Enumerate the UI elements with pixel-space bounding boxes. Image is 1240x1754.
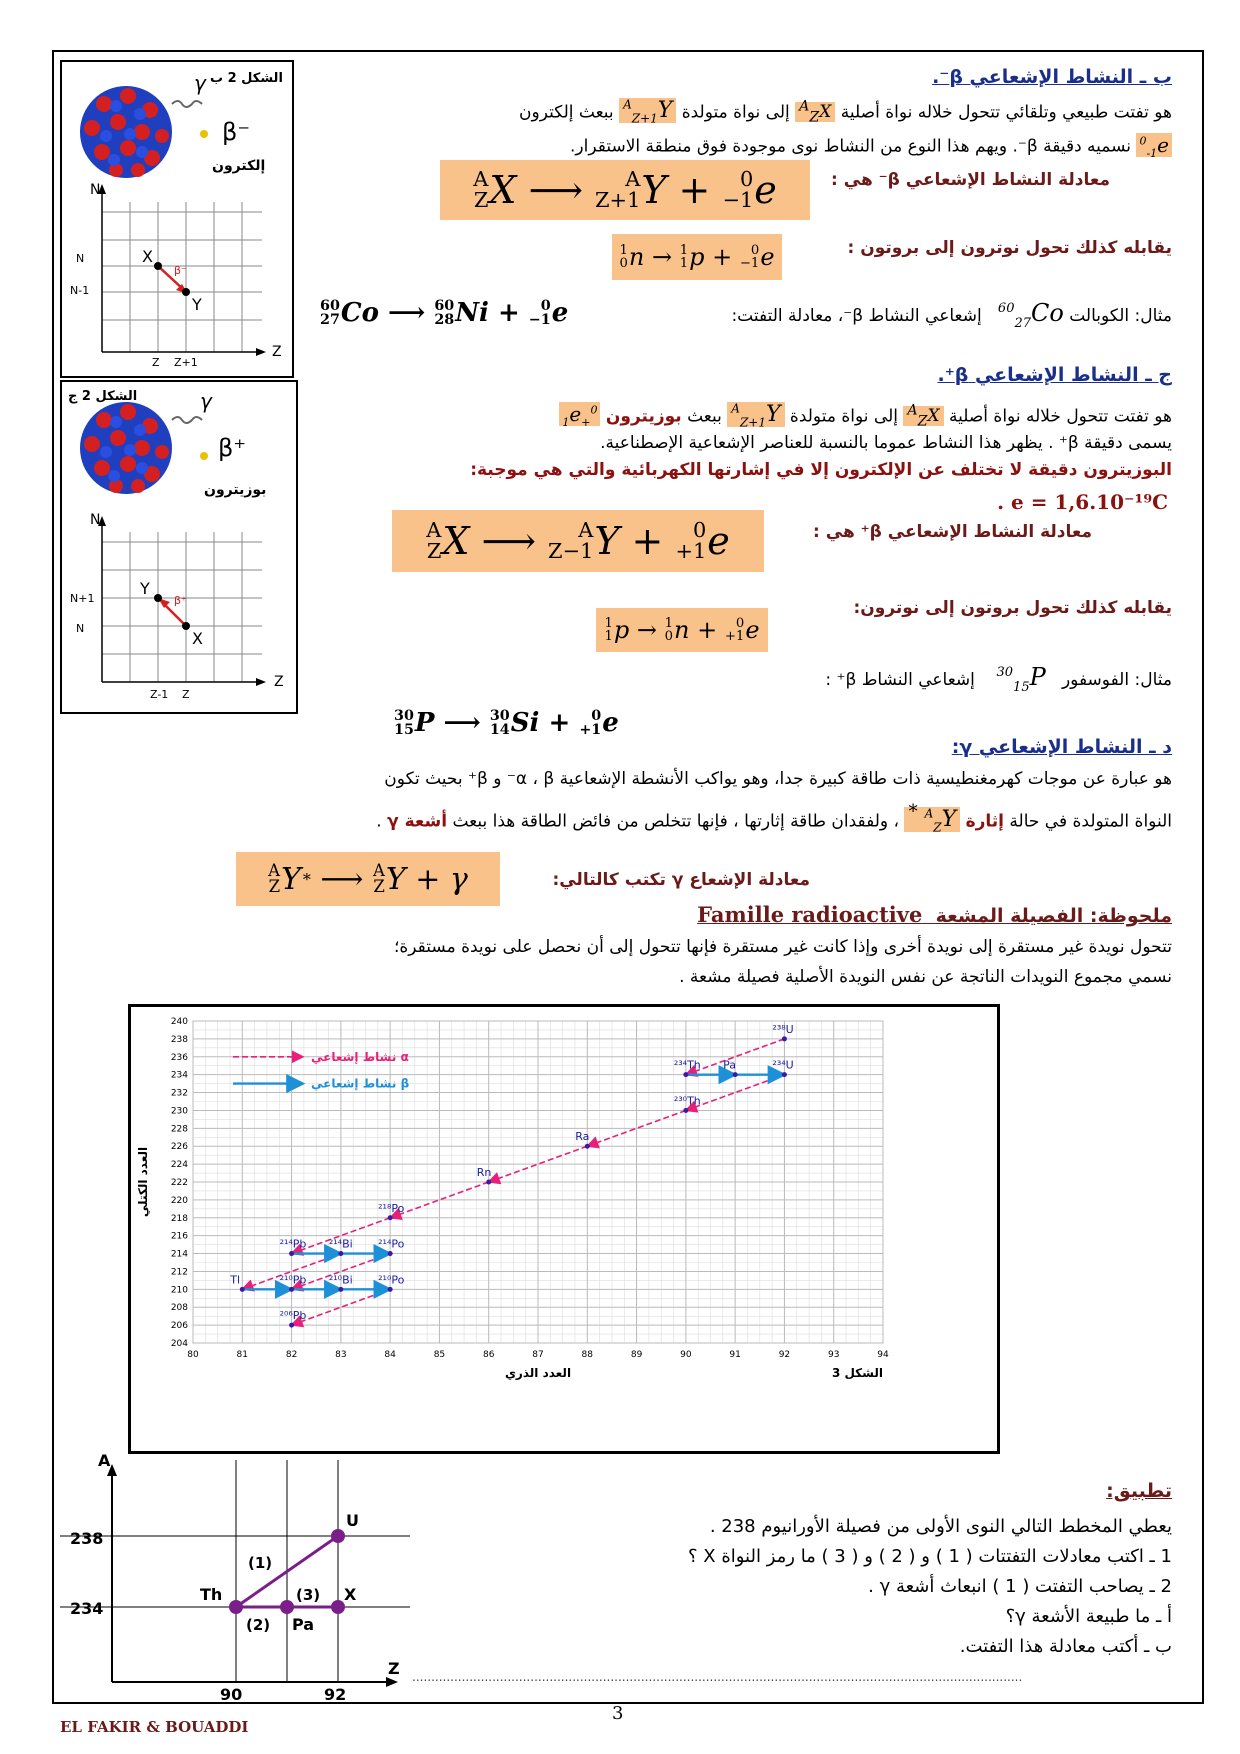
x-tick-label: 85 (433, 1350, 446, 1360)
axis-z-label: Z (388, 1659, 400, 1678)
positron-word: بوزيترون (605, 406, 682, 427)
y-tick-label: 210 (170, 1285, 188, 1296)
nuclide-label: ²¹⁰Bi (328, 1273, 353, 1287)
nuclide-label: ²¹⁰Po (378, 1273, 405, 1287)
application-line: ب ـ أكتب معادلة هذا التفتت. (959, 1636, 1172, 1657)
cobalt-equation: 60 27 Co ⟶ 60 28 Ni + 0 −1 e (320, 297, 569, 328)
phosphorus-symbol: $^{30}_{15}$P (996, 663, 1046, 695)
section-d-title: د ـ النشاط الإشعاعي γ: (951, 736, 1172, 758)
y-tick-label: 240 (170, 1017, 188, 1027)
y-tick-label: 226 (170, 1142, 188, 1153)
figure-2c (60, 380, 298, 714)
x-tick-label: 87 (532, 1350, 544, 1360)
y-tick-label: 220 (170, 1195, 188, 1206)
x-tick-label: 94 (877, 1350, 889, 1360)
nuclide-label: Pa (723, 1058, 737, 1072)
nuclide-point (338, 1251, 343, 1256)
example-label: مثال: الفوسفور (1061, 670, 1172, 690)
x-tick-label: 84 (384, 1350, 396, 1360)
nuclide-point (289, 1323, 294, 1328)
tick-z-plus-1: Z+1 (174, 356, 198, 369)
figure-2b (60, 60, 294, 378)
electron-dot (200, 130, 208, 138)
excitation-word: إثارة (965, 811, 1004, 832)
nuclide-label: ²⁰⁶Pb (279, 1309, 307, 1323)
label-pa: Pa (292, 1615, 315, 1634)
application-title: تطبيق: (1106, 1480, 1172, 1502)
x-tick-label: 80 (187, 1350, 199, 1360)
neutron-to-proton-equation: 1 0 n → 1 1 p + 0 −1 e (612, 234, 782, 280)
tick-n: N (76, 252, 85, 265)
label-th: Th (200, 1585, 223, 1604)
legend-beta-label: نشاط إشعاعي β (311, 1076, 410, 1091)
proton-to-neutron-equation: 1 1 p → 1 0 n + 0 +1 e (596, 608, 768, 652)
arrow-label: β⁺ (174, 594, 187, 607)
note-label: ملحوظة: الفصيلة المشعة (935, 905, 1172, 927)
nuclide-label: ²³⁸U (772, 1022, 794, 1036)
nuclide-point (683, 1108, 688, 1113)
proton-neutron-label: يقابله كذلك تحول بروتون إلى نوترون: (853, 598, 1172, 618)
nuclide-point (486, 1180, 491, 1185)
y-tick-label: 234 (170, 1070, 188, 1081)
figure-2c-drawing (62, 382, 296, 712)
uranium-family-diagram (60, 1450, 420, 1700)
point-y-label: Y (140, 579, 150, 598)
section-c-line3: البوزيترون دقيقة لا تختلف عن الإلكترون إلا في إشارتها الكهربائية والتي هي موجبة: (470, 460, 1172, 480)
application-body (432, 1512, 1172, 1662)
figure-3 (128, 1004, 1000, 1454)
x-tick-label: 86 (482, 1350, 495, 1360)
axis-z-label: Z (274, 674, 284, 690)
section-c-title: ج ـ النشاط الإشعاعي β⁺. (937, 364, 1172, 386)
y-tick-label: 238 (170, 1034, 188, 1045)
step-2-label: (2) (246, 1616, 271, 1634)
nuclide-point (782, 1036, 787, 1041)
nuclide-label: ²¹⁰Pb (279, 1273, 307, 1287)
figure-2b-drawing (62, 62, 292, 376)
arrow-label: β⁻ (174, 264, 187, 277)
y-tick-label: 216 (170, 1231, 188, 1242)
tick-92: 92 (324, 1685, 347, 1700)
section-b-title: ب ـ النشاط الإشعاعي β⁻. (932, 66, 1172, 88)
excited-nuclide: $^A_Z$Y * (904, 807, 960, 832)
nuclide-label: ²¹⁴Bi (328, 1237, 353, 1251)
neutron-proton-label: يقابله كذلك تحول نوترون إلى بروتون : (847, 238, 1172, 258)
section-b-text: ببعث إلكترون (519, 102, 614, 123)
example-text: إشعاعي النشاط β⁻، معادلة التفتت: (731, 306, 982, 326)
gamma-rays-word: أشعة γ (387, 811, 448, 832)
nuclide-point (388, 1287, 393, 1292)
gamma-label: γ (200, 389, 212, 413)
axis-n-label: N (90, 182, 101, 198)
section-b-line1 (302, 92, 1172, 132)
y-tick-label: 206 (170, 1321, 188, 1332)
nuclide-label: Tl (230, 1273, 241, 1287)
answer-dots: ................................................................................................................................................................ (412, 1670, 1023, 1684)
beta-minus-equation: A Z X ⟶ A Z+1 Y + 0 −1 e (440, 160, 810, 220)
nucleus-icon (80, 86, 172, 178)
nuclide-point (388, 1251, 393, 1256)
wave-icon (172, 417, 202, 423)
nucleus-icon (80, 402, 172, 494)
section-c-text: هو تفتت تتحول خلاله نواة أصلية (948, 406, 1172, 427)
section-d-line1: هو عبارة عن موجات كهرمغنطيسية ذات طاقة كبيرة جدا، وهو يواكب الأنشطة الإشعاعية α ، β⁻ و β⁺ بحيث تكون (384, 769, 1172, 789)
legend-alpha-label: نشاط إشعاعي α (311, 1049, 409, 1064)
nuclide-label: ²³⁰Th (673, 1094, 701, 1108)
nuclide-label: ²¹⁸Po (378, 1201, 405, 1215)
axis-n-label: N (90, 512, 101, 528)
phosphorus-example (825, 660, 1172, 701)
point-x-label: X (192, 629, 203, 648)
y-tick-label: 208 (170, 1303, 188, 1314)
note-latin: Famille radioactive (697, 902, 923, 927)
application-line: يعطي المخطط التالي النوى الأولى من فصيلة الأورانيوم 238 . (709, 1516, 1172, 1537)
tick-n: N (76, 622, 85, 635)
decay-chain-chart (131, 1007, 997, 1451)
phosphorus-equation: 30 15 P ⟶ 30 14 Si + 0 +1 e (394, 707, 619, 738)
y-tick-label: 204 (170, 1339, 188, 1349)
nuclide-point (338, 1287, 343, 1292)
nuclide-point (388, 1215, 393, 1220)
axis-z-label: Z (272, 344, 282, 360)
beta-minus-eq-label: معادلة النشاط الإشعاعي β⁻ هي : (831, 170, 1110, 190)
y-tick-label: 236 (170, 1052, 188, 1063)
charge-value: . e = 1,6.10⁻¹⁹C (997, 490, 1168, 514)
example-label: مثال: الكوبالت (1069, 306, 1172, 326)
nuclide-label: ²³⁴Th (673, 1058, 701, 1072)
x-tick-label: 88 (581, 1350, 594, 1360)
tick-z-minus-1: Z-1 (150, 688, 169, 701)
nuclide-point (585, 1144, 590, 1149)
x-axis-label: العدد الذري (504, 1366, 572, 1380)
application-line: 1 ـ اكتب معادلات التفتتات ( 1 ) و ( 2 ) و ( 3 ) ما رمز النواة X ؟ (687, 1546, 1172, 1567)
application-line: 2 ـ يصاحب التفتت ( 1 ) انبعاث أشعة γ . (868, 1576, 1172, 1597)
beta-plus-equation: A Z X ⟶ A Z−1 Y + 0 +1 e (392, 510, 764, 572)
tick-z: Z (152, 356, 160, 369)
note-line2: نسمي مجموع النويدات الناتجة عن نفس النويدة الأصلية فصيلة مشعة . (679, 967, 1172, 987)
step-3-label: (3) (296, 1586, 321, 1604)
nuclide-point (733, 1072, 738, 1077)
nuclide-point (683, 1072, 688, 1077)
positron-label: بوزيترون (204, 482, 267, 498)
label-u: U (346, 1511, 359, 1530)
note-line1: تتحول نويدة غير مستقرة إلى نويدة أخرى وإذا كانت غير مستقرة فإنها تتحول إلى أن نحصل على نويدة مستقرة؛ (393, 937, 1172, 957)
y-tick-label: 224 (170, 1160, 188, 1171)
figure-3-label: الشكل 3 (831, 1366, 883, 1380)
page-number: 3 (612, 1703, 624, 1724)
nuclide-label: ²¹⁴Po (378, 1237, 405, 1251)
y-tick-label: 214 (170, 1249, 188, 1260)
point-y-label: Y (192, 295, 202, 314)
point-x-label: X (142, 247, 153, 266)
nuclide-y: $^A_{Z+1}$Y (619, 98, 676, 123)
electron-symbol: $^0_{-1}$e (1136, 133, 1172, 157)
cobalt-example (731, 296, 1172, 337)
figure-2c-label: الشكل 2 ج (68, 389, 138, 404)
section-d-line2: النواة المتولدة في حالة إثارة $^A_Z$Y * ، ولفقدان طاقة إثارتها ، فإنها تتخلص من فائض الطاقة هذا ببعث أشعة γ . (376, 802, 1172, 835)
y-tick-label: 230 (170, 1106, 188, 1117)
tick-238: 238 (70, 1529, 104, 1548)
beta-minus-label: β⁻ (222, 118, 250, 146)
nuclide-point (782, 1072, 787, 1077)
axis-a-label: A (98, 1451, 111, 1470)
x-tick-label: 83 (335, 1350, 347, 1360)
footer-authors: EL FAKIR & BOUADDI (60, 1718, 249, 1736)
tick-z: Z (182, 688, 190, 701)
gamma-equation: A Z Y * ⟶ A Z Y + γ (236, 852, 500, 906)
nuclide-point (240, 1287, 245, 1292)
section-c-text: ببعث (687, 406, 722, 427)
electron-label: إلكترون (212, 158, 266, 174)
section-b-text: نسميه دقيقة β⁻. ويهم هذا النوع من النشاط نوى موجودة فوق منطقة الاستقرار. (570, 136, 1132, 157)
example-text: إشعاعي النشاط β⁺ : (825, 670, 975, 690)
beta-plus-label: β⁺ (218, 434, 246, 462)
x-tick-label: 81 (236, 1350, 249, 1360)
tick-n-1: N-1 (70, 284, 90, 297)
step-1-label: (1) (248, 1554, 273, 1572)
y-tick-label: 222 (170, 1178, 188, 1188)
nuclide-x: $^A_Z$X (795, 102, 835, 122)
beta-plus-eq-label: معادلة النشاط الإشعاعي β⁺ هي : (813, 522, 1092, 542)
x-tick-label: 92 (778, 1350, 791, 1360)
positron-dot (200, 452, 208, 460)
y-tick-label: 228 (170, 1124, 188, 1135)
section-c-text: إلى نواة متولدة (789, 406, 898, 427)
y-tick-label: 218 (170, 1213, 188, 1224)
positron-symbol: $^0_{+1}$e (559, 402, 600, 426)
figure-2b-label: الشكل 2 ب (210, 71, 283, 86)
section-b-text: هو تفتت طبيعي وتلقائي تتحول خلاله نواة أصلية (840, 102, 1172, 123)
nuclide-x: $^A_Z$X (903, 406, 943, 426)
section-d-text: ، ولفقدان طاقة إثارتها ، فإنها تتخلص من فائض الطاقة هذا ببعث (452, 811, 900, 832)
wave-icon (172, 101, 202, 107)
nuclide-label: ²³⁴U (772, 1058, 794, 1072)
nuclide-point (289, 1287, 294, 1292)
note-title (697, 902, 1172, 927)
x-tick-label: 93 (827, 1350, 840, 1360)
section-b-text: إلى نواة متولدة (681, 102, 790, 123)
tick-n-plus-1: N+1 (70, 592, 95, 605)
x-tick-label: 91 (729, 1350, 741, 1360)
nuclide-label: Ra (575, 1130, 590, 1144)
section-c-line2: يسمى دقيقة β⁺ . يظهر هذا النشاط عموما بالنسبة للعناصر الإشعاعية الإصطناعية. (600, 433, 1172, 453)
y-tick-label: 212 (170, 1267, 188, 1278)
nuclide-y: $^A_{Z+1}$Y (727, 402, 784, 427)
gamma-label: γ (194, 71, 206, 95)
y-axis-label: العدد الكتلي (136, 1146, 150, 1218)
x-tick-label: 82 (285, 1350, 298, 1360)
application-line: أ ـ ما طبيعة الأشعة γ؟ (1005, 1606, 1172, 1627)
section-d-text: النواة المتولدة في حالة (1009, 811, 1172, 832)
cobalt-symbol: $^{60}_{27}$Co (997, 299, 1064, 331)
label-x: X (344, 1585, 357, 1604)
gamma-eq-label: معادلة الإشعاع γ تكتب كالتالي: (552, 870, 810, 890)
tick-90: 90 (220, 1685, 243, 1700)
nuclide-label: ²¹⁴Pb (279, 1237, 307, 1251)
y-tick-label: 232 (170, 1088, 188, 1099)
nuclide-point (289, 1251, 294, 1256)
x-tick-label: 90 (680, 1350, 692, 1360)
tick-234: 234 (70, 1599, 104, 1618)
x-tick-label: 89 (630, 1350, 643, 1360)
nuclide-label: Rn (476, 1166, 492, 1179)
